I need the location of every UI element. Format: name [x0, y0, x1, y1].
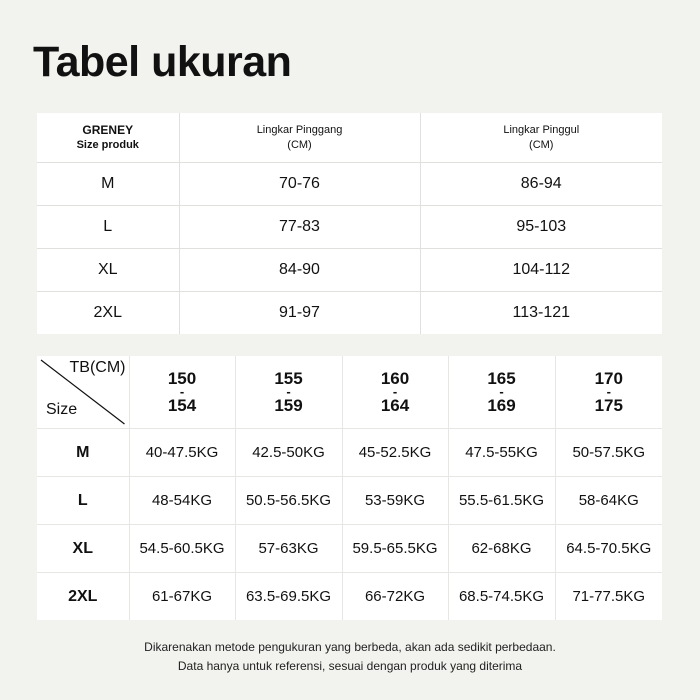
height-from: 165: [487, 369, 516, 388]
disclaimer-note: [0, 638, 700, 676]
weight-cell: 50-57.5KG: [555, 429, 662, 477]
height-axis-label: TB(CM): [69, 359, 126, 376]
height-from: 170: [594, 369, 623, 388]
hip-label: Lingkar Pinggul: [503, 123, 580, 136]
waist-cell: 77-83: [179, 206, 420, 249]
page-title: Tabel ukuran: [33, 38, 292, 86]
header-size-cell: [37, 113, 179, 163]
size-product-label: Size produk: [76, 138, 139, 151]
height-from: 150: [167, 369, 197, 388]
size-cell: XL: [37, 249, 179, 292]
size-cell: M: [37, 429, 129, 477]
table-header-row: [37, 356, 662, 429]
weight-cell: 45-52.5KG: [342, 429, 448, 477]
weight-cell: 47.5-55KG: [448, 429, 555, 477]
size-table-measurements: [37, 113, 662, 334]
height-range-header: [235, 356, 342, 429]
weight-cell: 58-64KG: [555, 477, 662, 525]
height-from: 160: [380, 369, 410, 388]
range-dash: -: [179, 384, 185, 399]
weight-cell: 64.5-70.5KG: [555, 525, 662, 573]
size-cell: XL: [37, 525, 129, 573]
weight-cell: 53-59KG: [342, 477, 448, 525]
weight-cell: 50.5-56.5KG: [235, 477, 342, 525]
disclaimer-line-2: Data hanya untuk referensi, sesuai dengan produk yang diterima: [177, 659, 523, 673]
range-dash: -: [392, 384, 398, 399]
size-axis-label: Size: [46, 401, 78, 418]
corner-header-cell: [37, 356, 129, 429]
size-cell: M: [37, 163, 179, 206]
table-row: [37, 206, 662, 249]
hip-unit: (CM): [529, 138, 554, 151]
table-row: [37, 249, 662, 292]
waist-unit: (CM): [287, 138, 312, 151]
weight-cell: 55.5-61.5KG: [448, 477, 555, 525]
waist-cell: 84-90: [179, 249, 420, 292]
weight-cell: 40-47.5KG: [129, 429, 235, 477]
disclaimer-line-1: Dikarenakan metode pengukuran yang berbeda, akan ada sedikit perbedaan.: [144, 640, 556, 654]
height-range-header: [342, 356, 448, 429]
waist-cell: 70-76: [179, 163, 420, 206]
table-row: [37, 573, 662, 621]
height-from: 155: [274, 369, 303, 388]
table-row: [37, 477, 662, 525]
table-row: [37, 429, 662, 477]
weight-cell: 57-63KG: [235, 525, 342, 573]
table-row: [37, 163, 662, 206]
weight-cell: 54.5-60.5KG: [129, 525, 235, 573]
weight-cell: 66-72KG: [342, 573, 448, 621]
weight-cell: 68.5-74.5KG: [448, 573, 555, 621]
weight-cell: 48-54KG: [129, 477, 235, 525]
header-hip-cell: [420, 113, 662, 163]
height-to: 169: [487, 396, 516, 415]
height-to: 164: [380, 396, 410, 415]
table-row: [37, 525, 662, 573]
hip-cell: 95-103: [420, 206, 662, 249]
weight-cell: 42.5-50KG: [235, 429, 342, 477]
size-cell: L: [37, 206, 179, 249]
hip-cell: 104-112: [420, 249, 662, 292]
height-range-header: [448, 356, 555, 429]
height-to: 159: [274, 396, 303, 415]
weight-cell: 61-67KG: [129, 573, 235, 621]
height-to: 175: [594, 396, 623, 415]
height-to: 154: [167, 396, 197, 415]
range-dash: -: [286, 384, 291, 399]
height-range-header: [555, 356, 662, 429]
height-range-header: [129, 356, 235, 429]
header-waist-cell: [179, 113, 420, 163]
size-cell: 2XL: [37, 292, 179, 335]
table-row: [37, 292, 662, 335]
table-header-row: [37, 113, 662, 163]
waist-label: Lingkar Pinggang: [256, 123, 343, 136]
hip-cell: 113-121: [420, 292, 662, 335]
weight-cell: 62-68KG: [448, 525, 555, 573]
size-table-height-weight: [37, 356, 662, 620]
range-dash: -: [499, 384, 504, 399]
brand-label: GRENEY: [82, 122, 134, 137]
size-cell: 2XL: [37, 573, 129, 621]
weight-cell: 71-77.5KG: [555, 573, 662, 621]
hip-cell: 86-94: [420, 163, 662, 206]
range-dash: -: [606, 384, 611, 399]
weight-cell: 59.5-65.5KG: [342, 525, 448, 573]
waist-cell: 91-97: [179, 292, 420, 335]
weight-cell: 63.5-69.5KG: [235, 573, 342, 621]
size-cell: L: [37, 477, 129, 525]
